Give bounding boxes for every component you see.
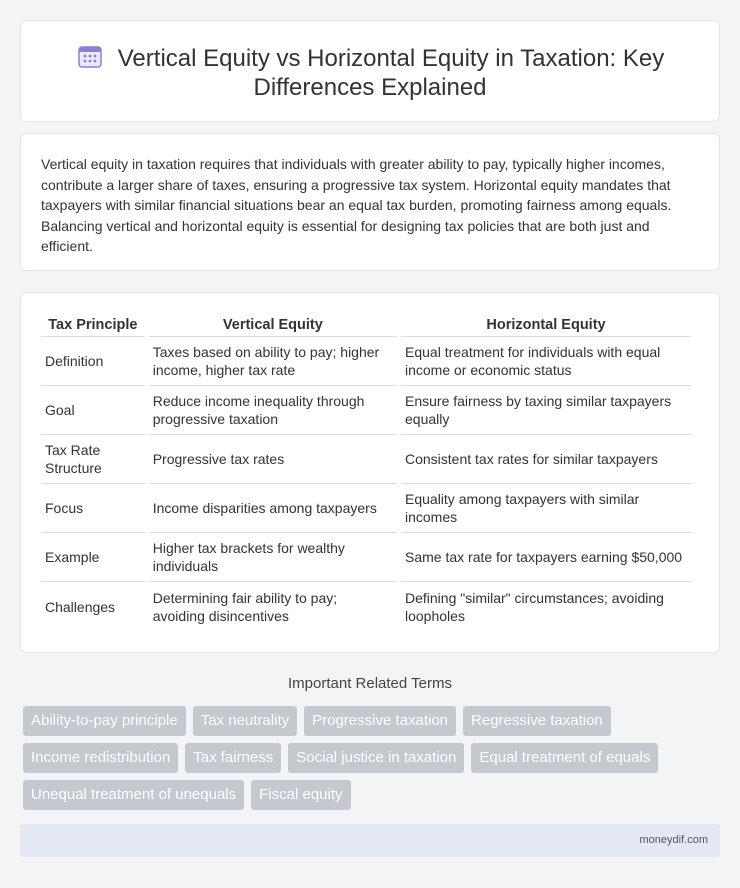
table-row — [41, 484, 691, 533]
row-label: Focus — [41, 484, 145, 533]
comparison-table — [37, 315, 695, 631]
table-row — [41, 582, 691, 631]
comparison-table-card — [20, 292, 720, 653]
table-header-row — [41, 315, 691, 337]
vertical-cell: Reduce income inequality through progressive taxation — [149, 386, 397, 435]
related-term-tag[interactable]: Tax fairness — [185, 743, 281, 773]
horizontal-cell: Consistent tax rates for similar taxpayers — [401, 435, 691, 484]
related-terms-tags — [23, 706, 713, 810]
horizontal-cell: Same tax rate for taxpayers earning $50,000 — [401, 533, 691, 582]
vertical-cell: Determining fair ability to pay; avoiding disincentives — [152, 589, 338, 624]
intro-card — [20, 133, 720, 271]
calendar-grid-icon — [76, 45, 104, 69]
footer-bar — [20, 824, 720, 857]
related-term-tag[interactable]: Social justice in taxation — [288, 743, 464, 773]
row-label: Definition — [41, 337, 145, 386]
related-term-tag[interactable]: Income redistribution — [23, 743, 178, 773]
table-row — [41, 337, 691, 386]
title-card — [20, 20, 720, 122]
intro-paragraph: Vertical equity in taxation requires that individuals with greater ability to pay, typically higher incomes, contribute a larger share of taxes, ensuring a progressive tax system. Horizontal equity mandates that taxpayers with similar financial situations bear an equal tax burden, promoting fairness among equals. Balancing vertical and horizontal equity is essential for designing tax policies that are both just and efficient. — [41, 156, 672, 254]
related-term-tag[interactable]: Ability-to-pay principle — [23, 706, 186, 736]
vertical-cell: Higher tax brackets for wealthy individuals — [149, 533, 397, 582]
horizontal-cell: Equal treatment for individuals with equal income or economic status — [401, 337, 691, 386]
horizontal-cell: Ensure fairness by taxing similar taxpayers equally — [401, 386, 691, 435]
table-row — [41, 533, 691, 582]
header-horizontal-equity: Horizontal Equity — [401, 315, 691, 337]
row-label: Goal — [41, 386, 145, 435]
related-term-tag[interactable]: Fiscal equity — [251, 780, 350, 810]
related-term-tag[interactable]: Regressive taxation — [463, 706, 611, 736]
related-terms-title: Important Related Terms — [288, 675, 452, 692]
vertical-cell: Taxes based on ability to pay; higher income, higher tax rate — [149, 337, 397, 386]
horizontal-cell: Equality among taxpayers with similar incomes — [401, 484, 691, 533]
table-row — [41, 386, 691, 435]
table-row — [41, 435, 691, 484]
horizontal-cell: Defining "similar" circumstances; avoiding loopholes — [405, 589, 664, 624]
header-tax-principle: Tax Principle — [41, 315, 145, 337]
row-label: Tax Rate Structure — [41, 435, 145, 484]
row-label: Example — [41, 533, 145, 582]
header-vertical-equity: Vertical Equity — [149, 315, 397, 337]
row-label: Challenges — [45, 598, 116, 615]
related-term-tag[interactable]: Tax neutrality — [193, 706, 297, 736]
page-title-wrap — [21, 44, 719, 102]
page-title: Vertical Equity vs Horizontal Equity in Taxation: Key Differences Explained — [117, 45, 665, 101]
vertical-cell: Income disparities among taxpayers — [149, 484, 397, 533]
related-term-tag[interactable]: Progressive taxation — [304, 706, 456, 736]
related-term-tag[interactable]: Equal treatment of equals — [471, 743, 658, 773]
related-term-tag[interactable]: Unequal treatment of unequals — [23, 780, 244, 810]
vertical-cell: Progressive tax rates — [149, 435, 397, 484]
footer-site-link[interactable]: moneydif.com — [639, 834, 708, 846]
